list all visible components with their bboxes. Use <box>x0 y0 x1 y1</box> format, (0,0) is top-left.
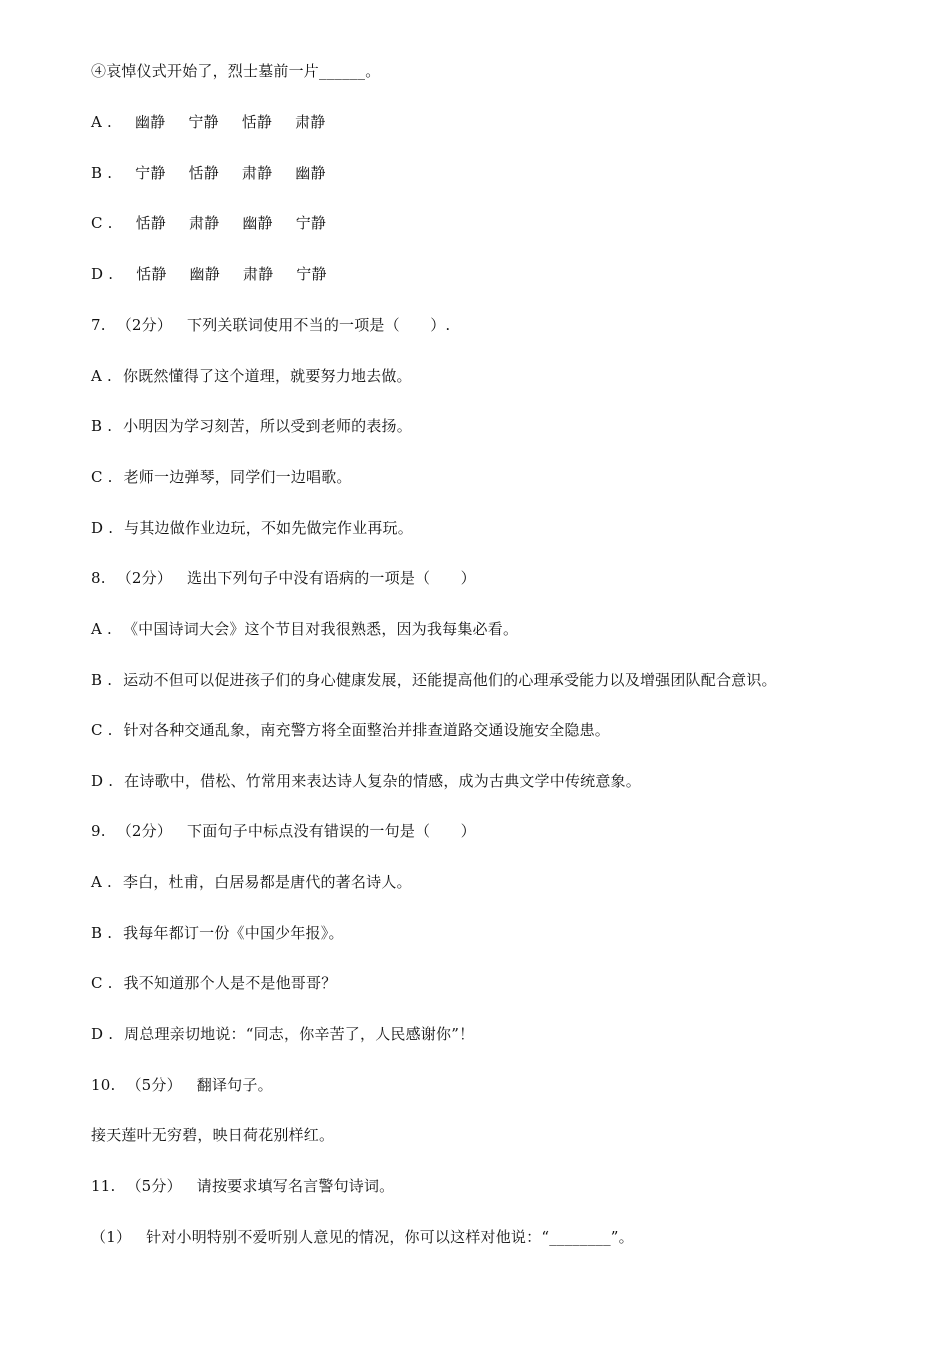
q8-option-b: B . 运动不但可以促进孩子们的身心健康发展，还能提高他们的心理承受能力以及增强团队配合意识。 <box>91 671 777 689</box>
q6-item4: ④哀悼仪式开始了，烈士墓前一片______。 <box>91 62 381 80</box>
q8-option-c: C . 针对各种交通乱象，南充警方将全面整治并排查道路交通设施安全隐患。 <box>91 721 610 739</box>
q7-stem: 7. （2分） 下列关联词使用不当的一项是（ ）. <box>91 316 451 334</box>
q8-option-a: A . 《中国诗词大会》这个节目对我很熟悉，因为我每集必看。 <box>91 620 519 638</box>
q6-option-d: D . 恬静 幽静 肃静 宁静 <box>91 265 327 283</box>
q6-option-b: B . 宁静 恬静 肃静 幽静 <box>91 164 326 182</box>
q9-stem: 9. （2分） 下面句子中标点没有错误的一句是（ ） <box>91 822 476 840</box>
q9-option-a: A . 李白，杜甫，白居易都是唐代的著名诗人。 <box>91 873 412 891</box>
q11-stem: 11. （5分） 请按要求填写名言警句诗词。 <box>91 1177 395 1195</box>
q8-stem: 8. （2分） 选出下列句子中没有语病的一项是（ ） <box>91 569 476 587</box>
q6-option-c: C . 恬静 肃静 幽静 宁静 <box>91 214 327 232</box>
q10-stem: 10. （5分） 翻译句子。 <box>91 1076 273 1094</box>
q7-option-d: D . 与其边做作业边玩，不如先做完作业再玩。 <box>91 519 413 537</box>
q9-option-d: D . 周总理亲切地说：“同志，你辛苦了，人民感谢你”！ <box>91 1025 475 1043</box>
q11-sub1: （1） 针对小明特别不爱听别人意见的情况，你可以这样对他说：“________”。 <box>91 1228 634 1246</box>
q10-sentence: 接天莲叶无穷碧，映日荷花别样红。 <box>91 1126 335 1144</box>
q6-option-a: A . 幽静 宁静 恬静 肃静 <box>91 113 326 131</box>
q7-option-c: C . 老师一边弹琴，同学们一边唱歌。 <box>91 468 352 486</box>
q7-option-b: B . 小明因为学习刻苦，所以受到老师的表扬。 <box>91 417 412 435</box>
q9-option-b: B . 我每年都订一份《中国少年报》。 <box>91 924 344 942</box>
q8-option-d: D . 在诗歌中，借松、竹常用来表达诗人复杂的情感，成为古典文学中传统意象。 <box>91 772 641 790</box>
q9-option-c: C . 我不知道那个人是不是他哥哥？ <box>91 974 337 992</box>
q7-option-a: A . 你既然懂得了这个道理，就要努力地去做。 <box>91 367 412 385</box>
